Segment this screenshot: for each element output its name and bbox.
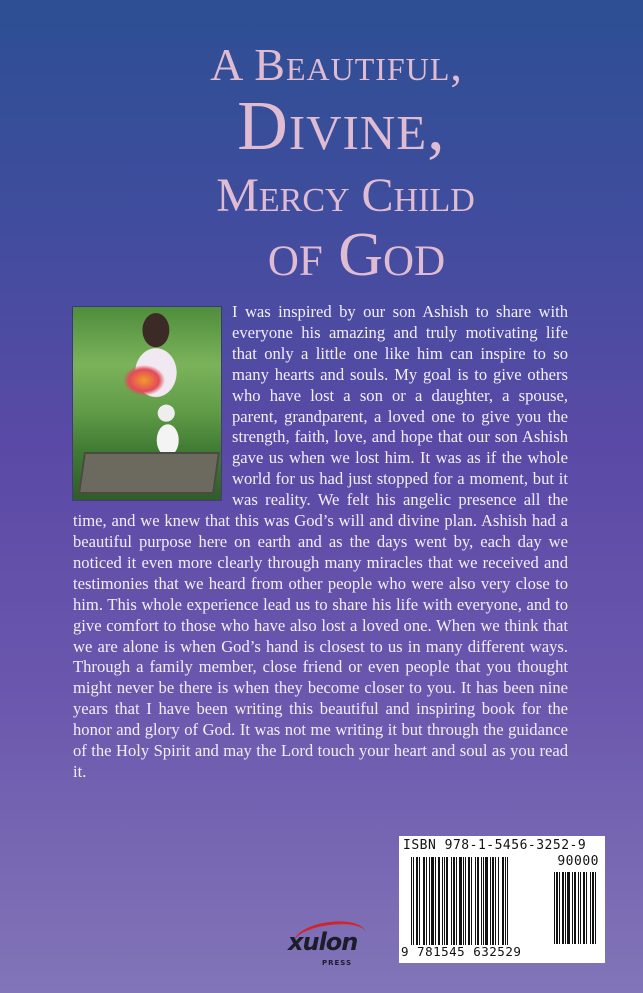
barcode-digits: 9 781545 632529: [401, 944, 522, 959]
publisher-sub: PRESS: [322, 959, 353, 967]
publisher-logo: [288, 922, 368, 972]
barcode-bars-addon: [554, 872, 602, 944]
blurb-text: I was inspired by our son Ashish to share with everyone his amazing and truly motivating life that only a little one like him can inspire to so many hearts and souls. My goal is to give others who have lost a son or a daughter, a spouse, parent, grandparent, a loved one to give you the strength, faith, love, and hope that our son Ashish gave us when we lost him. It was as if the whole world for us had just stopped for a moment, but it was reality. We felt his angelic presence all the time, and we knew that this was God’s will and divine plan. Ashish had a beautiful purpose here on earth and as the days went by, each day we noticed it even more clearly through many miracles that we received and testimonies that we heard from other people who were also very close to him. This whole experience lead us to share his life with everyone, and to give comfort to those who have also lost a loved one. When we think that we are alone is when God’s hand is closest to us in many different ways. Through a family member, close friend or even people that you thought might never be there is when they become closer to you. It has been nine years that I have been writing this beautiful and inspiring book for the honor and glory of God. It was not me writing it but through the guidance of the Holy Spirit and may the Lord touch your heart and soul as you read it.: [73, 302, 568, 781]
publisher-name: xulon: [288, 928, 358, 956]
title-line-3: Mercy Child: [216, 169, 475, 222]
title-line-2: Divine,: [237, 88, 446, 165]
barcode-bars-main: [411, 857, 547, 945]
price-addon-text: 90000: [557, 854, 599, 869]
book-title: [0, 39, 643, 289]
barcode: [399, 836, 605, 963]
title-line-4: of God: [267, 221, 446, 289]
isbn-text: ISBN 978-1-5456-3252-9: [403, 838, 587, 853]
title-line-1: A Beautiful,: [210, 39, 463, 90]
